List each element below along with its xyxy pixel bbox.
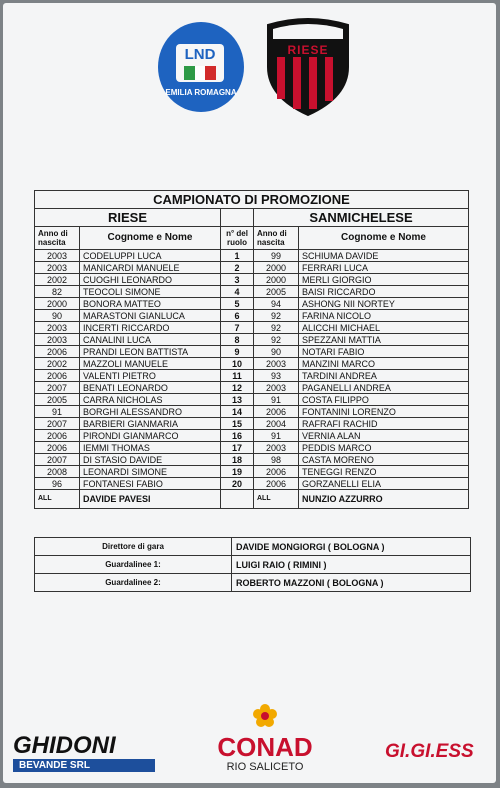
gigiess-logo: GI.GI.ESS	[385, 741, 474, 762]
away-player-name: GORZANELLI ELIA	[299, 478, 469, 490]
away-player-year: 90	[254, 346, 299, 358]
away-player-year: 2003	[254, 358, 299, 370]
away-player-name: FERRARI LUCA	[299, 262, 469, 274]
away-name-header: Cognome e Nome	[299, 227, 469, 250]
away-player-name: SPEZZANI MATTIA	[299, 334, 469, 346]
away-player-name: SCHIUMA DAVIDE	[299, 250, 469, 262]
conad-subtext: RIO SALICETO	[226, 761, 304, 773]
home-year-header: Anno di nascita	[35, 227, 80, 250]
lineup-row	[35, 262, 469, 274]
home-player-name: BORGHI ALESSANDRO	[80, 406, 221, 418]
away-player-year: 92	[254, 322, 299, 334]
shirt-number: 2	[221, 262, 254, 274]
away-player-name: VERNIA ALAN	[299, 430, 469, 442]
home-player-name: BARBIERI GIANMARIA	[80, 418, 221, 430]
home-player-name: LEONARDI SIMONE	[80, 466, 221, 478]
away-player-name: TENEGGI RENZO	[299, 466, 469, 478]
away-player-name: ASHONG NII NORTEY	[299, 298, 469, 310]
away-player-year: 91	[254, 430, 299, 442]
official-role: Guardalinee 2:	[35, 574, 232, 592]
ghidoni-text: GHIDONI	[13, 732, 116, 759]
away-player-year: 2003	[254, 442, 299, 454]
lnd-logo-text: LND	[184, 46, 216, 63]
home-player-year: 96	[35, 478, 80, 490]
away-player-year: 2005	[254, 286, 299, 298]
home-player-year: 2003	[35, 250, 80, 262]
lineup-row	[35, 250, 469, 262]
lineup-row	[35, 334, 469, 346]
home-player-name: FONTANESI FABIO	[80, 478, 221, 490]
championship-title: CAMPIONATO DI PROMOZIONE	[35, 191, 469, 209]
away-player-year: 98	[254, 454, 299, 466]
lineup-sheet	[3, 3, 496, 783]
away-player-name: CASTA MORENO	[299, 454, 469, 466]
lineup-row	[35, 286, 469, 298]
home-player-name: MARASTONI GIANLUCA	[80, 310, 221, 322]
home-player-year: 90	[35, 310, 80, 322]
official-row	[35, 538, 471, 556]
shirt-number: 18	[221, 454, 254, 466]
home-player-year: 2006	[35, 430, 80, 442]
official-role: Direttore di gara	[35, 538, 232, 556]
home-player-name: CODELUPPI LUCA	[80, 250, 221, 262]
lnd-logo	[158, 22, 244, 112]
home-player-year: 2003	[35, 262, 80, 274]
away-coach-label: ALL	[254, 490, 299, 509]
ghidoni-subtext: BEVANDE SRL	[13, 759, 155, 772]
lineup-row	[35, 418, 469, 430]
away-player-name: FARINA NICOLO	[299, 310, 469, 322]
away-team-name: SANMICHELESE	[254, 209, 469, 227]
home-player-name: INCERTI RICCARDO	[80, 322, 221, 334]
away-player-name: MANZINI MARCO	[299, 358, 469, 370]
home-player-year: 2007	[35, 454, 80, 466]
away-player-name: PAGANELLI ANDREA	[299, 382, 469, 394]
home-player-name: BONORA MATTEO	[80, 298, 221, 310]
official-name: LUIGI RAIO ( RIMINI )	[232, 556, 471, 574]
away-player-year: 2000	[254, 274, 299, 286]
lineup-row	[35, 466, 469, 478]
home-player-year: 2007	[35, 382, 80, 394]
lineup-row	[35, 394, 469, 406]
home-player-name: MANICARDI MANUELE	[80, 262, 221, 274]
shirt-number: 20	[221, 478, 254, 490]
lineup-row	[35, 406, 469, 418]
home-player-year: 2007	[35, 418, 80, 430]
official-name: ROBERTO MAZZONI ( BOLOGNA )	[232, 574, 471, 592]
away-coach-name: NUNZIO AZZURRO	[299, 490, 469, 509]
lineup-row	[35, 322, 469, 334]
home-player-name: CUOGHI LEONARDO	[80, 274, 221, 286]
shirt-number: 3	[221, 274, 254, 286]
lineup-row	[35, 382, 469, 394]
lineup-row	[35, 430, 469, 442]
home-team-name: RIESE	[35, 209, 221, 227]
home-player-name: PIRONDI GIANMARCO	[80, 430, 221, 442]
shirt-number: 17	[221, 442, 254, 454]
coach-spacer	[221, 490, 254, 509]
away-player-year: 2000	[254, 262, 299, 274]
away-player-name: ALICCHI MICHAEL	[299, 322, 469, 334]
home-player-name: CARRA NICHOLAS	[80, 394, 221, 406]
lineup-row	[35, 442, 469, 454]
away-player-name: PEDDIS MARCO	[299, 442, 469, 454]
home-player-name: PRANDI LEON BATTISTA	[80, 346, 221, 358]
official-role: Guardalinee 1:	[35, 556, 232, 574]
home-coach-name: DAVIDE PAVESI	[80, 490, 221, 509]
riese-crest-icon	[263, 17, 353, 117]
away-player-name: MERLI GIORGIO	[299, 274, 469, 286]
home-player-year: 82	[35, 286, 80, 298]
official-row	[35, 556, 471, 574]
home-player-name: DI STASIO DAVIDE	[80, 454, 221, 466]
lineup-row	[35, 310, 469, 322]
away-player-name: RAFRAFI RACHID	[299, 418, 469, 430]
shirt-number: 4	[221, 286, 254, 298]
home-player-year: 2006	[35, 346, 80, 358]
home-player-year: 2002	[35, 358, 80, 370]
away-player-year: 92	[254, 310, 299, 322]
away-player-year: 93	[254, 370, 299, 382]
away-player-name: BAISI RICCARDO	[299, 286, 469, 298]
riese-crest-text: RIESE	[287, 43, 329, 57]
away-player-year: 94	[254, 298, 299, 310]
lineup-row	[35, 454, 469, 466]
italian-flag-icon	[184, 66, 216, 80]
shirt-number: 6	[221, 310, 254, 322]
home-player-year: 2006	[35, 370, 80, 382]
shirt-number: 9	[221, 346, 254, 358]
flower-icon	[252, 703, 278, 729]
shirt-number: 19	[221, 466, 254, 478]
home-player-year: 2003	[35, 322, 80, 334]
home-player-year: 2003	[35, 334, 80, 346]
home-player-name: TEOCOLI SIMONE	[80, 286, 221, 298]
away-player-year: 91	[254, 394, 299, 406]
home-player-name: VALENTI PIETRO	[80, 370, 221, 382]
lnd-region-text: EMILIA ROMAGNA	[165, 88, 237, 97]
header-logos	[153, 17, 363, 127]
shirt-number: 14	[221, 406, 254, 418]
shirt-number: 12	[221, 382, 254, 394]
home-player-year: 2008	[35, 466, 80, 478]
number-header: n° del ruolo	[221, 227, 254, 250]
lineup-table	[34, 190, 469, 509]
away-player-year: 92	[254, 334, 299, 346]
shirt-number: 5	[221, 298, 254, 310]
home-player-year: 91	[35, 406, 80, 418]
away-player-year: 2006	[254, 466, 299, 478]
shirt-number: 8	[221, 334, 254, 346]
away-player-year: 2006	[254, 406, 299, 418]
lineup-row	[35, 478, 469, 490]
shirt-number: 11	[221, 370, 254, 382]
conad-logo	[200, 703, 330, 773]
lineup-row	[35, 298, 469, 310]
home-player-year: 2005	[35, 394, 80, 406]
home-player-name: BENATI LEONARDO	[80, 382, 221, 394]
home-player-name: IEMMI THOMAS	[80, 442, 221, 454]
away-player-year: 2006	[254, 478, 299, 490]
home-coach-label: ALL	[35, 490, 80, 509]
conad-text: CONAD	[217, 732, 313, 762]
home-player-name: CANALINI LUCA	[80, 334, 221, 346]
home-player-year: 2002	[35, 274, 80, 286]
home-player-name: MAZZOLI MANUELE	[80, 358, 221, 370]
official-name: DAVIDE MONGIORGI ( BOLOGNA )	[232, 538, 471, 556]
away-player-name: COSTA FILIPPO	[299, 394, 469, 406]
away-player-year: 2003	[254, 382, 299, 394]
away-player-year: 2004	[254, 418, 299, 430]
home-player-year: 2006	[35, 442, 80, 454]
coach-row	[35, 490, 469, 509]
lineup-row	[35, 358, 469, 370]
shirt-number: 15	[221, 418, 254, 430]
away-player-name: TARDINI ANDREA	[299, 370, 469, 382]
home-player-year: 2000	[35, 298, 80, 310]
official-row	[35, 574, 471, 592]
shirt-number: 16	[221, 430, 254, 442]
shirt-number: 13	[221, 394, 254, 406]
shirt-number: 7	[221, 322, 254, 334]
ghidoni-logo	[13, 733, 159, 772]
lineup-row	[35, 346, 469, 358]
away-player-name: FONTANINI LORENZO	[299, 406, 469, 418]
away-player-year: 99	[254, 250, 299, 262]
away-player-name: NOTARI FABIO	[299, 346, 469, 358]
lineup-row	[35, 370, 469, 382]
lineup-row	[35, 274, 469, 286]
shirt-number: 1	[221, 250, 254, 262]
home-name-header: Cognome e Nome	[80, 227, 221, 250]
away-year-header: Anno di nascita	[254, 227, 299, 250]
officials-table	[34, 537, 471, 592]
sponsors-bar	[3, 703, 496, 783]
shirt-number: 10	[221, 358, 254, 370]
